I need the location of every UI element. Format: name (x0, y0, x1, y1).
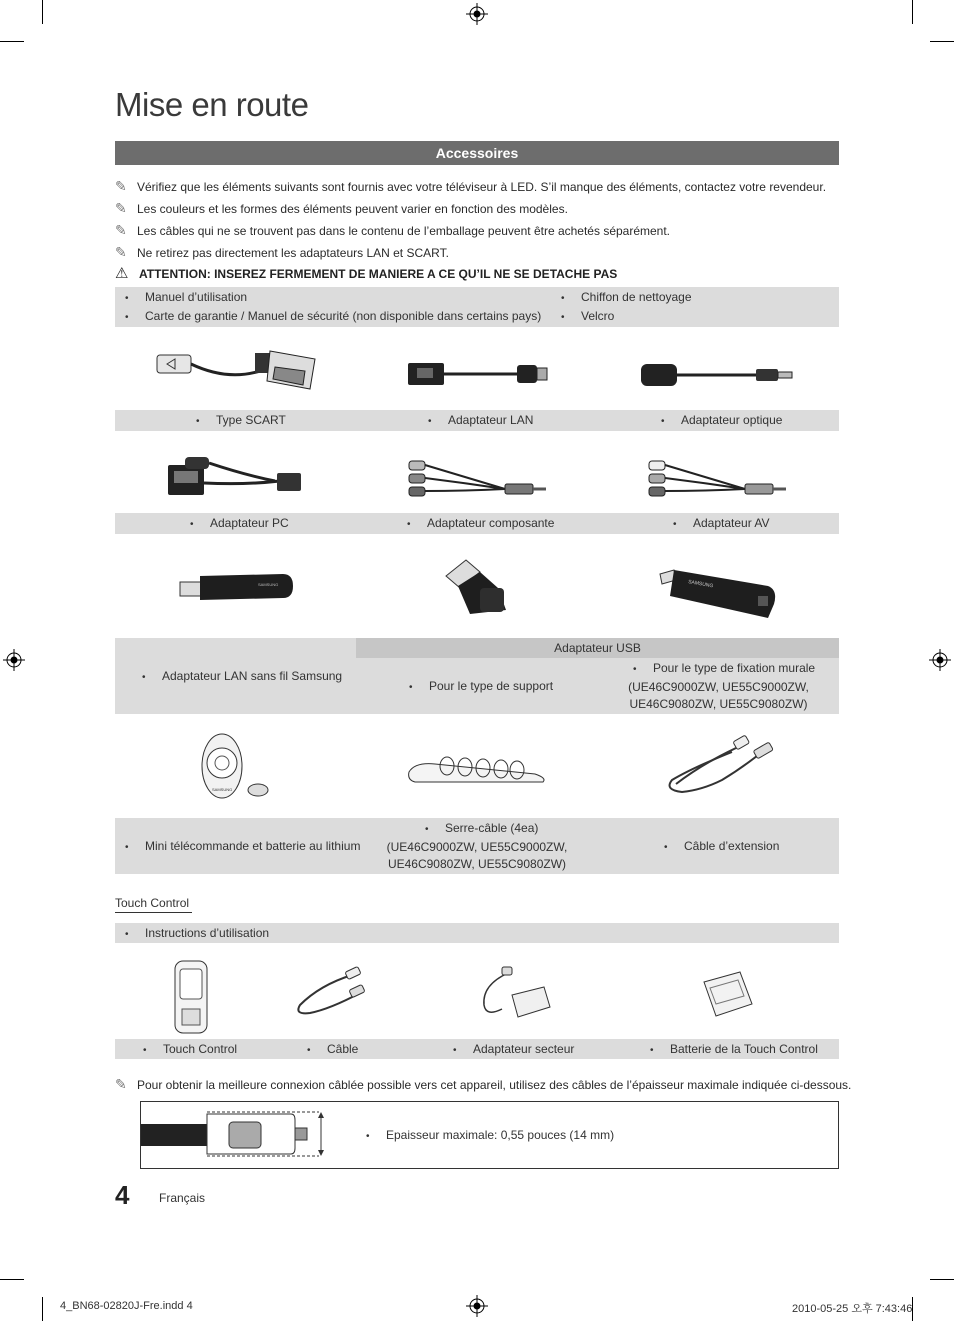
touch-cable-image (290, 965, 368, 1020)
list-item: • Touch Control (143, 1042, 238, 1056)
pc-adapter-image (165, 455, 310, 500)
crop-mark (912, 0, 913, 24)
list-item: • Instructions d’utilisation (125, 926, 270, 940)
list-item: • Câble (307, 1042, 359, 1056)
brand-logo: SAMSUNG (258, 582, 279, 587)
list-item: • Adaptateur LAN (428, 413, 534, 427)
power-adapter-image (478, 965, 553, 1023)
pencil-note-icon: ✎ (115, 222, 127, 238)
registration-mark-icon (3, 649, 25, 671)
lan-adapter-image (405, 355, 555, 395)
mini-remote-image (198, 733, 273, 803)
warning-line: ⚠ ATTENTION: INSEREZ FERMEMENT DE MANIERE A CE QU’IL NE SE DETACHE PAS (115, 265, 618, 282)
warning-triangle-icon: ⚠ (115, 265, 129, 282)
registration-mark-icon (466, 1295, 488, 1317)
list-item: • Câble d’extension (664, 839, 780, 853)
list-item: • Type SCART (196, 413, 286, 427)
usb-header: Adaptateur USB (554, 641, 641, 655)
model-list: UE46C9080ZW, UE55C9080ZW) (629, 697, 808, 711)
list-item: • Mini télécommande et batterie au lithium (125, 839, 361, 853)
component-adapter-image (405, 457, 550, 502)
heading-underline (115, 912, 192, 913)
usb-wall-adapter-image (658, 562, 783, 622)
registration-mark-icon (466, 3, 488, 25)
crop-mark (42, 1297, 43, 1321)
list-item: • Adaptateur LAN sans fil Samsung (142, 669, 343, 683)
crop-mark (0, 41, 24, 42)
battery-image (700, 970, 755, 1018)
crop-mark (0, 1279, 24, 1280)
print-timestamp: 2010-05-25 오후 7:43:46 (792, 1303, 913, 1315)
cable-thickness-image (141, 1108, 331, 1160)
list-item: • Pour le type de support (409, 679, 554, 693)
note-2: ✎ Les couleurs et les formes des éléments peuvent varier en fonction des modèles. (115, 200, 568, 216)
brand-logo: SAMSUNG (687, 579, 714, 590)
model-list: UE46C9080ZW, UE55C9080ZW) (387, 857, 567, 871)
list-item: • Adaptateur composante (407, 516, 555, 530)
extension-cable-image (662, 728, 777, 800)
wireless-lan-adapter-image (178, 568, 298, 606)
pencil-note-icon: ✎ (115, 1076, 127, 1092)
language-label: Français (159, 1191, 206, 1205)
list-item: • Batterie de la Touch Control (650, 1042, 818, 1056)
pencil-note-icon: ✎ (115, 244, 127, 260)
note-4: ✎ Ne retirez pas directement les adaptateurs LAN et SCART. (115, 244, 449, 260)
brand-logo: SAMSUNG (212, 787, 233, 792)
touch-control-image (173, 959, 209, 1035)
touch-control-heading: Touch Control (115, 896, 190, 910)
model-list: (UE46C9000ZW, UE55C9000ZW, (628, 680, 809, 694)
pencil-note-icon: ✎ (115, 200, 127, 216)
list-item: • Adaptateur optique (661, 413, 783, 427)
pencil-note-icon: ✎ (115, 178, 127, 194)
file-name: 4_BN68-02820J-Fre.indd 4 (60, 1300, 193, 1312)
list-item: • Pour le type de fixation murale (633, 661, 816, 675)
list-item: • Epaisseur maximale: 0,55 pouces (14 mm) (366, 1128, 615, 1142)
list-item: • Chiffon de nettoyage (561, 290, 692, 304)
note-1: ✎ Vérifiez que les éléments suivants sont fournis avec votre téléviseur à LED. S’il manque des éléments, contactez votre revendeur. (115, 178, 827, 194)
list-item: • Carte de garantie / Manuel de sécurité (non disponible dans certains pays) (125, 309, 542, 323)
page-title: Mise en route (115, 86, 309, 123)
list-item: • Adaptateur AV (673, 516, 770, 530)
usb-stand-adapter-image (440, 558, 512, 616)
note-3: ✎ Les câbles qui ne se trouvent pas dans le contenu de l’emballage peuvent être achetés séparément. (115, 222, 671, 238)
optical-adapter-image (638, 358, 798, 393)
model-list: (UE46C9000ZW, UE55C9000ZW, (386, 840, 568, 854)
registration-mark-icon (929, 649, 951, 671)
list-item: • Adaptateur secteur (453, 1042, 575, 1056)
cable-note: ✎ Pour obtenir la meilleure connexion câblée possible vers cet appareil, utilisez des câbles de l’épaisseur maximale indiquée ci-dessous. (115, 1076, 852, 1092)
page-number: 4 (115, 1180, 130, 1210)
scart-adapter-image (155, 345, 320, 400)
crop-mark (42, 0, 43, 24)
list-item: • Adaptateur PC (190, 516, 289, 530)
section-bar: Accessoires (115, 141, 839, 165)
cable-holder-image (405, 750, 550, 790)
crop-mark (930, 41, 954, 42)
crop-mark (930, 1279, 954, 1280)
list-item: • Velcro (561, 309, 615, 323)
list-item: • Serre-câble (4ea) (425, 821, 539, 835)
list-item: • Manuel d’utilisation (125, 290, 248, 304)
av-adapter-image (645, 457, 790, 502)
